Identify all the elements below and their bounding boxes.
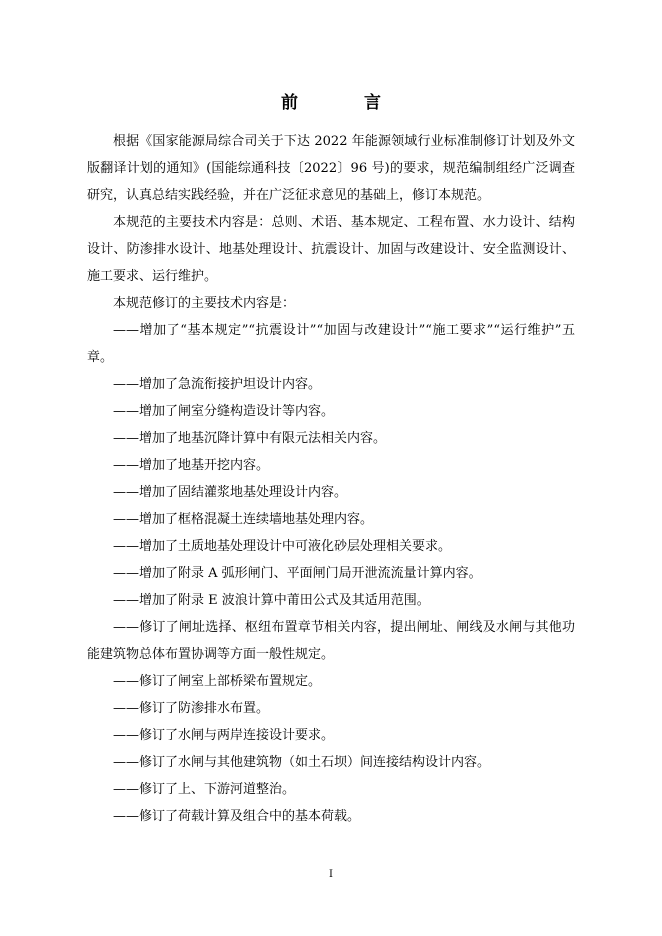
list-item: ——增加了固结灌浆地基处理设计内容。: [113, 485, 348, 500]
paragraph: 本规范的主要技术内容是：总则、术语、基本规定、工程布置、水力设计、结构设计、防渗排水设计、地基处理设计、抗震设计、加固与改建设计、安全监测设计、施工要求、运行维护。: [87, 215, 575, 284]
list-item: ——修订了水闸与两岸连接设计要求。: [113, 728, 335, 743]
list-item: ——修订了闸址选择、枢纽布置章节相关内容，提出闸址、闸线及水闸与其他功能建筑物总体布置协调等方面一般性规定。: [87, 620, 575, 662]
list-item: ——增加了闸室分缝构造设计等内容。: [113, 404, 335, 419]
page-number: I: [329, 869, 333, 880]
list-item: ——增加了框格混凝土连续墙地基处理内容。: [113, 512, 374, 527]
list-item: ——增加了地基开挖内容。: [113, 458, 270, 473]
list-item: ——修订了防渗排水布置。: [113, 701, 270, 716]
list-item: ——修订了荷载计算及组合中的基本荷载。: [113, 809, 361, 824]
list-item: ——增加了急流衔接护坦设计内容。: [113, 377, 322, 392]
list-item: ——修订了闸室上部桥梁布置规定。: [113, 674, 322, 689]
list-item: ——增加了“基本规定”“抗震设计”“加固与改建设计”“施工要求”“运行维护”五章。: [87, 323, 575, 365]
page-title: 前 言: [281, 93, 411, 113]
list-item: ——增加了土质地基处理设计中可液化砂层处理相关要求。: [113, 539, 452, 554]
list-item: ——增加了地基沉降计算中有限元法相关内容。: [113, 431, 387, 446]
list-item: ——修订了水闸与其他建筑物（如土石坝）间连接结构设计内容。: [113, 755, 491, 770]
document-body: [87, 128, 575, 830]
list-item: ——修订了上、下游河道整治。: [113, 782, 296, 797]
paragraph: 根据《国家能源局综合司关于下达 2022 年能源领域行业标准制修订计划及外文版翻译计划的通知》(国能综通科技〔2022〕96 号)的要求，规范编制组经广泛调查研究，认真总结实践经验，并在广泛征求意见的基础上，修订本规范。: [87, 134, 575, 203]
list-item: ——增加了附录 A 弧形闸门、平面闸门局开泄流流量计算内容。: [113, 566, 482, 581]
list-item: ——增加了附录 E 波浪计算中莆田公式及其适用范围。: [113, 593, 430, 608]
paragraph: 本规范修订的主要技术内容是：: [113, 296, 296, 311]
